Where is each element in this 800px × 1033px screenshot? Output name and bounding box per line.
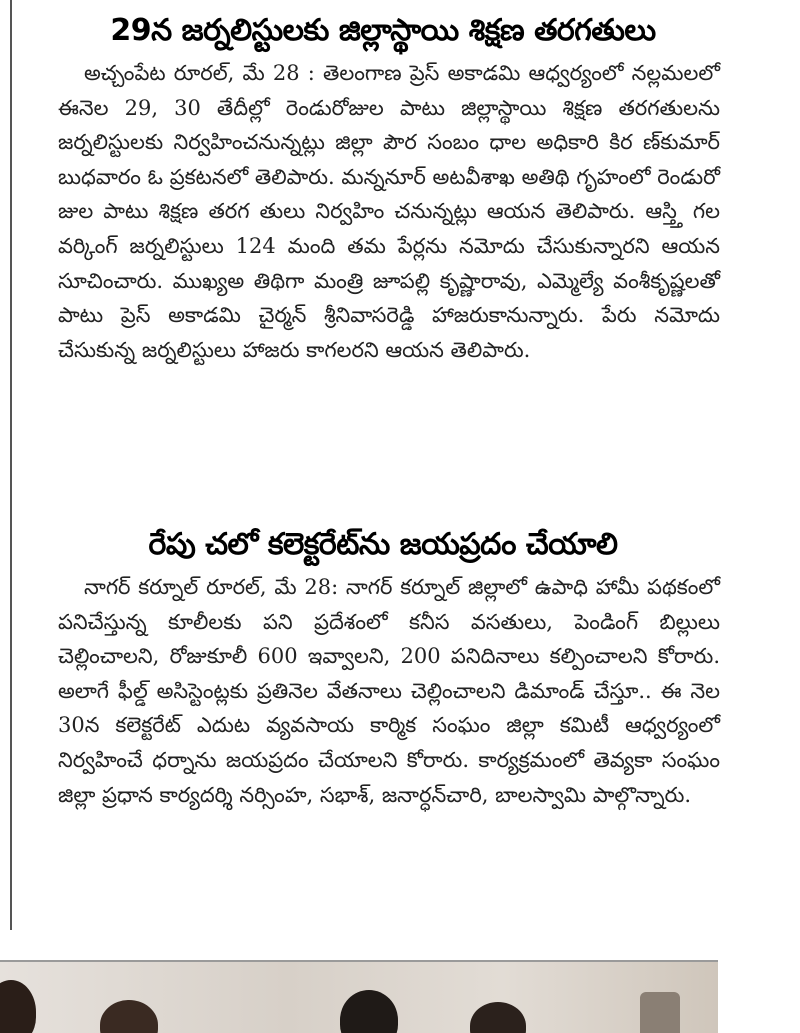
article-body: అచ్చంపేట రూరల్, మే 28 : తెలంగాణ ప్రెస్ అకాడమి ఆధ్వర్యంలో నల్లమలలో ఈనెల 29, 30 తేదీల్లో రెండురోజుల పాటు జిల్లాస్థాయి శిక్షణ తరగతులను జర్నలిస్టులకు నిర్వహించనున్నట్లు జిల్లా పౌర సంబం ధాల అధికారి కిర ణ్‌కుమార్ బుధవారం ఓ ప్రకటనలో తెలిపారు. మన్ననూర్ అటవీశాఖ అతిథి గృహంలో రెండురో జుల పాటు శిక్షణ తరగ తులు నిర్వహిం చనున్నట్లు ఆయన తెలిపారు. ఆస్త్తి గల వర్కింగ్ జర్నలిస్టులు 124 మంది తమ పేర్లను నమోదు చేసుకున్నారని ఆయన సూచించారు. ముఖ్యఅ తిథిగా మంత్రి జూపల్లి కృష్ణారావు, ఎమ్మెల్యే వంశీకృష్ణలతో పాటు ప్రెస్ అకాడమి చైర్మన్ శ్రీనివాసరెడ్డి హాజరుకానున్నారు. పేరు నమోదు చేసుకున్న జర్నలిస్టులు హాజరు కాగలరని ఆయన తెలిపారు. (58, 61, 720, 362)
article-headline: 29న జర్నలిస్టులకు జిల్లాస్థాయి శిక్షణ తరగతులు (110, 13, 656, 48)
photo-object (640, 992, 680, 1033)
column-divider (10, 0, 12, 930)
article-headline: రేపు చలో కలెక్టరేట్‌ను జయప్రదం చేయాలి (148, 527, 618, 562)
news-photo (0, 960, 718, 1033)
article-body: నాగర్ కర్నూల్ రూరల్, మే 28: నాగర్ కర్నూల్ జిల్లాలో ఉపాధి హామీ పథకంలో పనిచేస్తున్న కూలీలకు పని ప్రదేశంలో కనీస వసతులు, పెండింగ్ బిల్లులు చెల్లించాలని, రోజుకూలీ 600 ఇవ్వాలని, 200 పనిదినాలు కల్పించాలని కోరారు. అలాగే ఫీల్డ్ అసిస్టెంట్లకు ప్రతినెల వేతనాలు చెల్లించాలని డిమాండ్ చేస్తూ.. ఈ నెల 30న కలెక్టరేట్ ఎదుట వ్యవసాయ కార్మిక సంఘం జిల్లా కమిటీ ఆధ్వర్యంలో నిర్వహించే ధర్నాను జయప్రదం చేయాలని కోరారు. కార్యక్రమంలో తెవ్యకా సంఘం జిల్లా ప్రధాన కార్యదర్శి నర్సింహ, సభాశ్, జనార్ధన్‌చారి, బాలస్వామి పాల్గొన్నారు. (58, 575, 720, 807)
article-press-academy-training (46, 6, 720, 367)
article-chalo-collectorate (46, 520, 720, 812)
